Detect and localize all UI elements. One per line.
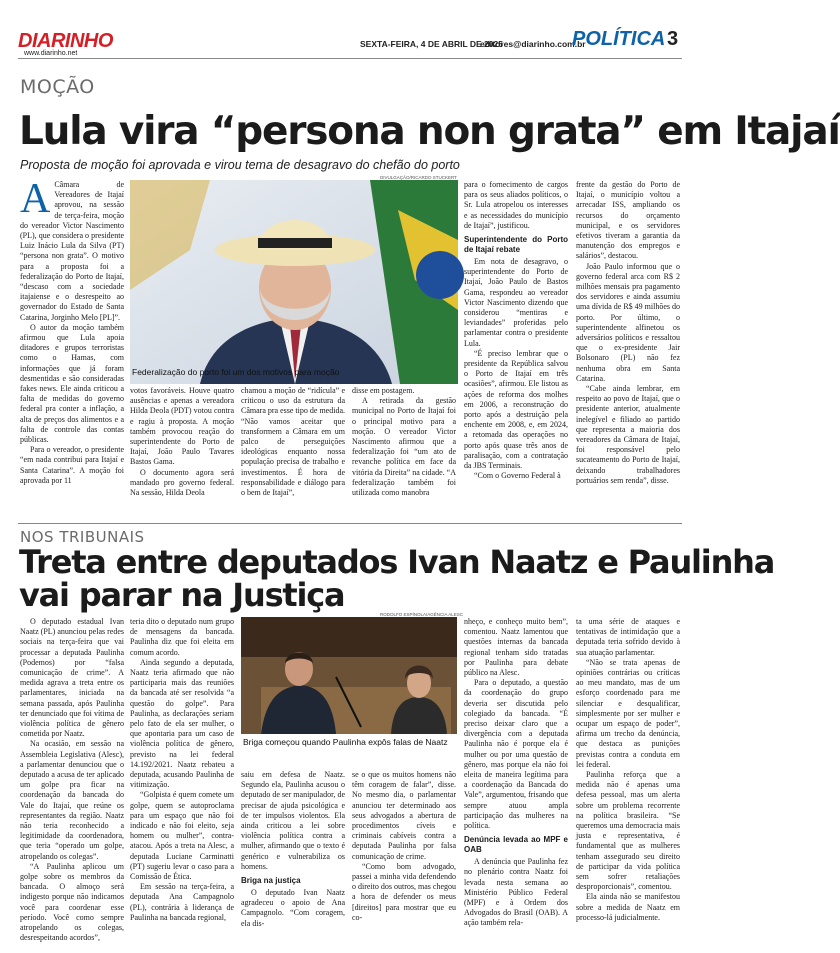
story2-col2-p2: Ainda segundo a deputada, Naatz teria afirmado que não participaria mais das reuniões da bancada até ser resolvida “a questão do golpe”. Para Paulinha, as declarações seriam pelo fato de ela ser mulher, o que apontaria para um caso de violência política de gênero, previsto na lei federal 14.192/2021. Naatz rebateu a deputada, acusando Paulinha de vitimização. xyxy=(130,657,234,790)
story2-col5-subhead: Denúncia levada ao MPF e OAB xyxy=(464,835,568,855)
story2-column-4 xyxy=(352,770,456,923)
story2-col3-subhead: Briga na justiça xyxy=(241,876,301,886)
story2-col6-p3: Paulinha reforça que a medida não é apenas uma defesa pessoal, mas um alerta sobre um problema recorrente na política brasileira. “Se queremos uma democracia mais justa e representativa, é fundamental que as mulheres tenham assegurado seu direito de participar da vida política sem sofrer retaliações desproporcionais”, comentou. xyxy=(576,770,680,892)
story2-column-2 xyxy=(130,617,234,923)
story2-column-1 xyxy=(20,617,124,944)
story2-col4-p2: “Como bom advogado, passei a minha vida defendendo o direito dos outros, mas chegou a hora de defender os meus [direitos] para mostrar que eu co- xyxy=(352,861,456,922)
header-divider xyxy=(18,58,682,59)
story2-column-6 xyxy=(576,617,680,923)
edition-date: SEXTA-FEIRA, 4 DE ABRIL DE 2025 xyxy=(360,39,503,49)
story2-col3-p1: saiu em defesa de Naatz. Segundo ela, Paulinha acusou o deputado de ser manipulador, de precisar de ajuda psicológica e de ter impulsos violentos. Ela ainda criticou a lei sobre violência política contra a mulher, afirmando que o texto é genérico e vulnerabiliza os homens. xyxy=(241,770,345,871)
story1-headline: Lula vira “persona non grata” em Itajaí xyxy=(19,109,840,154)
story1-col6-p3: “Cabe ainda lembrar, em respeito ao povo de Itajaí, que o presidente anterior, atualmente inelegível e filiado ao partido que representa a maioria dos vereadores da Câmara de Itajaí, foi responsável pelo sucateamento do Porto de Itajaí, deixando trabalhadores portuários sem renda”, disse. xyxy=(576,384,680,485)
story2-headline-line2: vai parar na Justiça xyxy=(19,576,345,614)
story1-column-2 xyxy=(130,386,234,498)
story2-col3-p2: O deputado Ivan Naatz agradeceu o apoio de Ana Campagnolo. “Com coragem, ela dis- xyxy=(241,888,345,928)
story1-col1-p1: Câmara de Vereadores de Itajaí aprovou, na sessão de terça-feira, moção do vereador Victor Nascimento (PL), que considera o presidente Luiz Inácio Lula da Silva (PT) “persona non grata”. O motivo para a proposta foi a federalização do Porto de Itajaí, “descaso com a sociedade itajaiense e o desrespeito ao governador do Estado de Santa Catarina, Jorginho Melo [PL]”. xyxy=(20,180,124,322)
story2-col5-p1: nheço, e conheço muito bem”, comentou. Naatz lamentou que questões internas da bancada regional tenham sido tratadas por Paulinha para debate público na Alesc. xyxy=(464,617,568,678)
story2-col2-p3: “Golpista é quem comete um golpe, quem se autoproclama para um espaço que não foi indicado e não foi eleito, seja homem ou mulher”, contra-atacou. Após a treta na Alesc, a deputada Luciane Carminatti (PT) sugeriu levar o caso para a Comissão de Ética. xyxy=(130,790,234,882)
logo-url[interactable]: www.diarinho.net xyxy=(24,50,78,57)
story1-column-3 xyxy=(241,386,345,498)
story2-col2-p1: teria dito o deputado num grupo de mensagens da bancada. Paulinha diz que foi eleita em comum acordo. xyxy=(130,617,234,657)
story1-col5-subhead: Superintendente do Porto de Itajaí rebate xyxy=(464,235,568,255)
story1-col1-p2: O autor da moção também afirmou que Lula apoia ditadores e grupos terroristas como o Hamas, com informações que já foram desmentidas e são consideradas fakes news. Ele ainda criticou a falta de medidas do governo federal pra conter a inflação, a alta de preços dos alimentos e a falta de controle das contas públicas. xyxy=(20,322,124,445)
editors-email[interactable]: editores@diarinho.com.br xyxy=(480,39,586,49)
story1-column-1 xyxy=(20,176,124,486)
story2-column-3 xyxy=(241,770,345,929)
story1-col5-p4: “Com o Governo Federal à xyxy=(474,471,561,481)
story2-col2-p4: Em sessão na terça-feira, a deputada Ana Campagnolo (PL), contrária à liderança de Paulinha na bancada regional, xyxy=(130,882,234,922)
story1-col5-p1: para o fornecimento de cargos para os seus aliados políticos, o Sr. Lula atropelou os interesses e as necessidades do município de Itajaí”, justificou. xyxy=(464,180,568,230)
story1-col1-p3: Para o vereador, o presidente “em nada contribui para Itajaí e Santa Catarina”. A moção foi aprovada por 11 xyxy=(20,445,124,485)
story2-headline-line1: Treta entre deputados Ivan Naatz e Paulinha xyxy=(19,543,775,581)
story2-kicker: NOS TRIBUNAIS xyxy=(20,528,145,546)
story1-col4-p2: A retirada da gestão municipal no Porto de Itajaí foi o principal motivo para a moção. O vereador Victor Nascimento afirmou que a federalização foi “um ato de revanche política em face da vitória da Direita” na cidade. “A federalização também foi utilizada como manobra xyxy=(352,396,456,498)
story1-column-5 xyxy=(464,180,568,481)
story1-col4-p1: disse em postagem. xyxy=(352,386,415,395)
story2-col4-p1: se o que os muitos homens não têm coragem de falar”, disse. No mesmo dia, o parlamentar anunciou ter determinado aos seus advogados a abertura de procedimentos cíveis e criminais cabíveis contra a deputada Paulinha por falsa comunicação de crime. xyxy=(352,770,456,861)
story1-caption: Federalização do porto foi um dos motivos para moção xyxy=(132,367,340,377)
story1-kicker: MOÇÃO xyxy=(20,76,95,98)
story1-col3-p1: chamou a moção de “ridícula” e criticou o uso da estrutura da Câmara pra esse tipo de medida. “Não vamos aceitar que transformem a Câmara em um palco de perseguições ideológicas enquanto nossa população precisa de trabalho e investimentos. É hora de responsabilidade e diálogo para o bem de Itajaí”, xyxy=(241,386,345,498)
story2-col5-p2: Para o deputado, a questão da coordenação do grupo deveria ser discutida pelo colegiado da bancada. “É preciso deixar claro que a divergência com a deputada Paulinha não é porque ela é mulher ou por uma questão de gênero, mas porque ela não foi eleita de maneira legítima para a coordenação da Bancada do Vale”, argumentou, frisando que sempre atuou ampla participação das mulheres na política. xyxy=(464,678,568,831)
page-number: 3 xyxy=(667,28,679,50)
lula-photo-illustration xyxy=(130,180,458,384)
story1-col6-p1: frente da gestão do Porto de Itajaí, o município voltou a arrecadar ISS, ampliando os recursos do orçamento municipal, e os servidores efetivos tiveram a garantia da manutenção dos empregos e salários”, destacou. xyxy=(576,180,680,261)
story1-col2-p1: votos favoráveis. Houve quatro ausências e apenas a vereadora Hilda Deola (PDT) votou contra e ragiu à proposta. A moção também provocou reação do superintendente do Porto de Itajaí, João Paulo Tavares Bastos Gama. xyxy=(130,386,234,467)
story1-col5-p2: Em nota de desagravo, o superintendente do Porto de Itajaí, João Paulo de Bastos Gama, respondeu ao vereador Victor Nascimento dizendo que considerou “mentiras e leviandades” proferidas pelo parlamentar contra o presidente Lula. xyxy=(464,257,568,348)
story2-col6-p4: Ela ainda não se manifestou sobre a medida de Naatz em processo-lá judicialmente. xyxy=(576,892,680,922)
newspaper-logo[interactable]: DIARINHO xyxy=(18,30,113,52)
deputies-photo-illustration xyxy=(241,617,457,734)
story2-col6-p2: “Não se trata apenas de opiniões contrárias ou críticas ao meu mandato, mas de um esforço coordenado para me silenciar e desqualificar, simplesmente por ser mulher e ocupar um espaço de poder”, afirma um trecho da denúncia, que destaca as punições previstas contra a conduta em lei federal. xyxy=(576,657,680,769)
story2-col5-p3: A denúncia que Paulinha fez no plenário contra Naatz foi levada nesta semana ao Ministério Público Federal (MPF) e à Ordem dos Advogados do Brasil (OAB). A ação também rela- xyxy=(464,857,568,928)
story2-photo-credit: RODOLFO ESPÍNOLA/AGÊNCIA ALESC xyxy=(380,612,464,617)
story1-col5-p3: “É preciso lembrar que o presidente da República salvou o Porto de Itajaí em três ocasiões”, afirmou. Ele listou as ações de reforma dos molhes em 2006, a reconstrução do porto após a destruição pela enchente em 2008, e, em 2024, a retomada das operações no porto após quase três anos de paralisação, com a contratação da JBS Terminais. xyxy=(464,348,568,471)
story2-caption: Briga começou quando Paulinha expôs falas de Naatz xyxy=(243,737,448,747)
story-divider xyxy=(18,523,682,524)
story1-dropcap: A xyxy=(20,176,51,222)
story2-col6-p1: ta uma série de ataques e tentativas de intimidação que a deputada teria sofrido devido à sua atuação parlamentar. xyxy=(576,617,680,657)
story1-col2-p2: O documento agora será mandado pro governo federal. Na sessão, Hilda Deola xyxy=(130,467,234,498)
section-title: POLÍTICA xyxy=(572,28,666,50)
story1-column-4 xyxy=(352,386,456,498)
story1-dek: Proposta de moção foi aprovada e virou tema de desagravo do chefão do porto xyxy=(20,158,460,172)
lula-photo xyxy=(130,180,458,384)
story1-col6-p2: João Paulo informou que o governo federal arca com R$ 2 milhões mensais pra pagamento dos servidores e ainda assumiu uma dívida de R$ 49 milhões do porto. Por último, o superintendente alfinetou os adversários políticos e ressaltou que o ex-presidente Jair Bolsonaro (PL) não fez nenhuma obra em Santa Catarina. xyxy=(576,261,680,383)
story1-photo-credit: DIVULGAÇÃO/RICARDO STUCKERT xyxy=(380,175,457,180)
story1-column-6 xyxy=(576,180,680,486)
story2-col1-p1: O deputado estadual Ivan Naatz (PL) anunciou pelas redes sociais na terça-feira que vai processar a deputada Paulinha (Podemos) por “falsa comunicação de crime”. A medida agrava a treta entre os parlamentares, iniciada na semana passada, após Paulinha ter denunciado que foi vítima de violência política de gênero cometida por Naatz. xyxy=(20,617,124,739)
story2-col1-p2: Na ocasião, em sessão na Assembleia Legislativa (Alesc), a parlamentar denunciou que o deputado a acusa de ter aplicado um golpe pra ficar na coordenação da bancada do Vale do Itajaí, que reúne os representantes da região. Naatz não teria reconhecido a legitimidade da coordenadora, que teria “operado um golpe, atropelando os colegas”. xyxy=(20,739,124,861)
deputies-photo xyxy=(241,617,457,734)
story2-column-5 xyxy=(464,617,568,929)
story2-col1-p3: “A Paulinha aplicou um golpe sobre os membros da bancada. O almoço será indigesto porque não indicamos você para coordenar esse período. Você como sempre atropelando os colegas, desrespeitando acordos”, xyxy=(20,861,124,943)
